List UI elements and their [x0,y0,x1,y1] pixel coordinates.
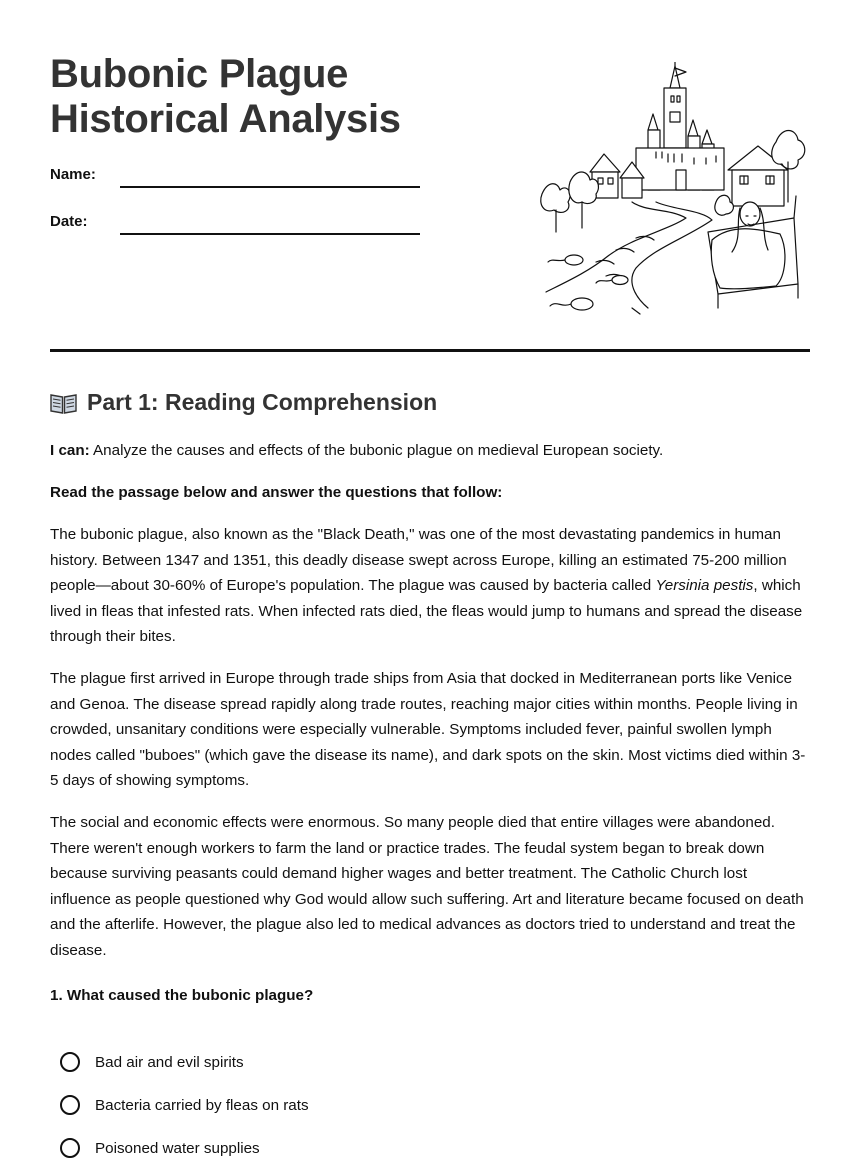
question-1-option-a[interactable] [60,1052,244,1072]
title-line-1: Bubonic Plague [50,52,349,96]
medieval-village-illustration [536,62,808,318]
i-can-label: I can: [50,442,90,459]
name-label: Name: [50,166,96,183]
date-field[interactable] [120,233,420,235]
passage-paragraph-3: The social and economic effects were enormous. So many people died that entire villages were abandoned. There weren't enough workers to farm the land or practice trades. The feudal system began to break down because surviving peasants could demand higher wages and better treatment. The Catholic Church lost influence as people questioned why God would allow such suffering. Art and literature became focused on death and the afterlife. However, the plague also led to medical advances as doctors tried to understand and treat the disease. [50,814,804,959]
worksheet-title [50,52,401,142]
section-divider [50,349,810,352]
paragraph-1-text-end: , which lived in fleas that infested rats. When infected rats died, the fleas would jump to humans and spread the disease through their bites. [50,577,803,645]
question-1-option-c[interactable] [60,1138,260,1158]
option-label: Poisoned water supplies [95,1139,260,1157]
option-label: Bad air and evil spirits [95,1053,244,1071]
i-can-text: Analyze the causes and effects of the bubonic plague on medieval European society. [89,442,664,459]
option-label: Bacteria carried by fleas on rats [95,1096,309,1114]
paragraph-1-text-start: The bubonic plague, also known as the "Black Death," was one of the most devastating pandemics in human history. Between 1347 and 1351, this deadly disease swept across Europe, killing an estimated 75-200 million people—about 30-60% of Europe's population. The plague was caused by bacteria called [50,526,787,594]
passage-paragraph-1 [50,522,810,650]
radio-button[interactable] [60,1052,80,1072]
title-line-2: Historical Analysis [50,97,401,141]
radio-button[interactable] [60,1095,80,1115]
name-field[interactable] [120,186,420,188]
part1-heading-text: Part 1: Reading Comprehension [87,389,438,415]
open-book-icon [50,392,77,414]
question-1-option-b[interactable] [60,1095,309,1115]
radio-button[interactable] [60,1138,80,1158]
date-label: Date: [50,213,88,230]
learning-target [50,438,810,464]
bacteria-name: Yersinia pestis [655,577,754,594]
question-1-text: 1. What caused the bubonic plague? [50,987,314,1004]
passage-paragraph-2: The plague first arrived in Europe through trade ships from Asia that docked in Mediterranean ports like Venice and Genoa. The disease spread rapidly along trade routes, reaching major cities within months. People living in crowded, unsanitary conditions were especially vulnerable. Symptoms included fever, painful swollen lymph nodes called "buboes" (which gave the disease its name), and dark spots on the skin. Most victims died within 3-5 days of showing symptoms. [50,670,806,789]
part1-heading [50,389,437,416]
reading-instructions: Read the passage below and answer the questions that follow: [50,484,503,501]
